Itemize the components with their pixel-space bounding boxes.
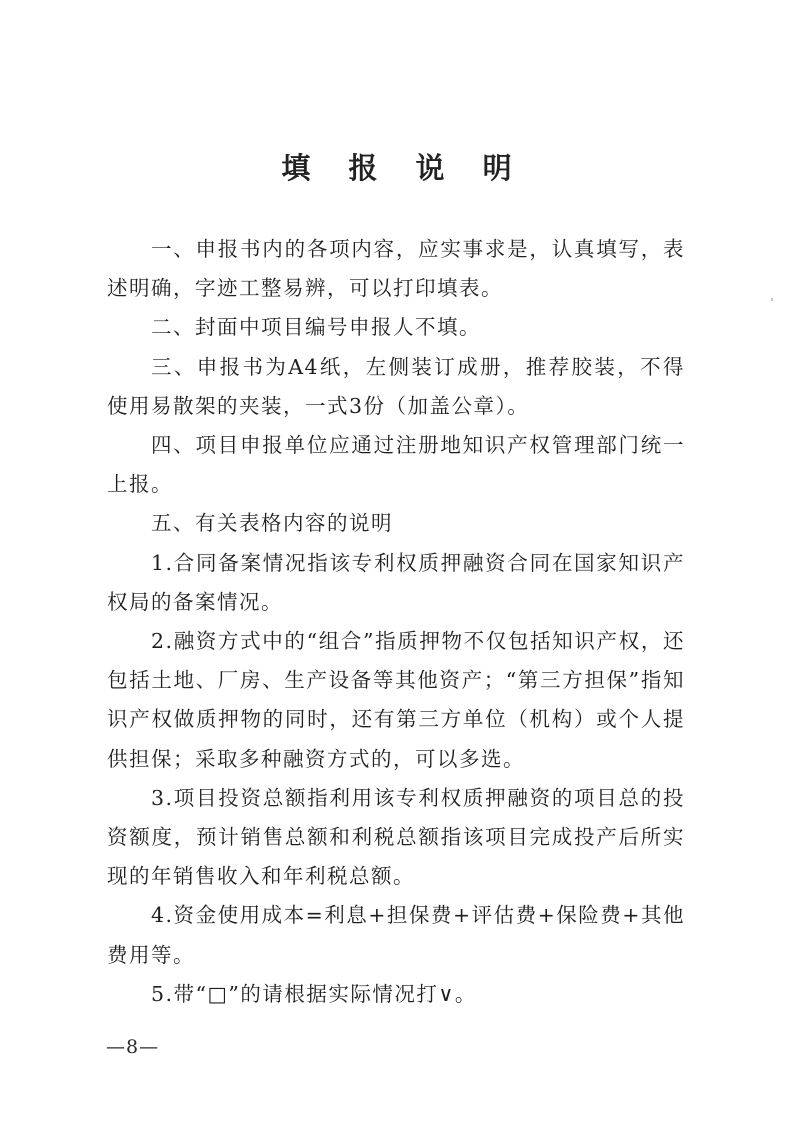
scan-mark [771,298,773,301]
instruction-paragraph-2: 二、封面中项目编号申报人不填。 [151,315,481,340]
page-number: —8— [106,1036,160,1058]
document-title: 填 报 说 明 [281,151,526,185]
instruction-item-4: 4.资金使用成本=利息+担保费+评估费+保险费+其他费用等。 [107,903,685,967]
instructions-body [107,230,685,1014]
instruction-item-5: 5.带“□”的请根据实际情况打∨。 [151,981,477,1006]
instruction-paragraph-1: 一、申报书内的各项内容，应实事求是，认真填写，表述明确，字迹工整易辨，可以打印填表。 [107,237,685,301]
instruction-item-3: 3.项目投资总额指利用该专利权质押融资的项目总的投资额度，预计销售总额和利税总额指该项目完成投产后所实现的年销售收入和年利税总额。 [107,785,685,889]
instruction-item-2: 2.融资方式中的“组合”指质押物不仅包括知识产权，还包括土地、厂房、生产设备等其他资产；“第三方担保”指知识产权做质押物的同时，还有第三方单位（机构）或个人提供担保；采取多种融资方式的，可以多选。 [107,629,685,771]
instruction-paragraph-4: 四、项目申报单位应通过注册地知识产权管理部门统一上报。 [107,433,685,497]
instruction-section-heading: 五、有关表格内容的说明 [151,511,393,536]
instruction-paragraph-3: 三、申报书为A4纸，左侧装订成册，推荐胶装，不得使用易散架的夹装，一式3份（加盖公章）。 [107,354,685,418]
instruction-item-1: 1.合同备案情况指该专利权质押融资合同在国家知识产权局的备案情况。 [107,550,685,614]
